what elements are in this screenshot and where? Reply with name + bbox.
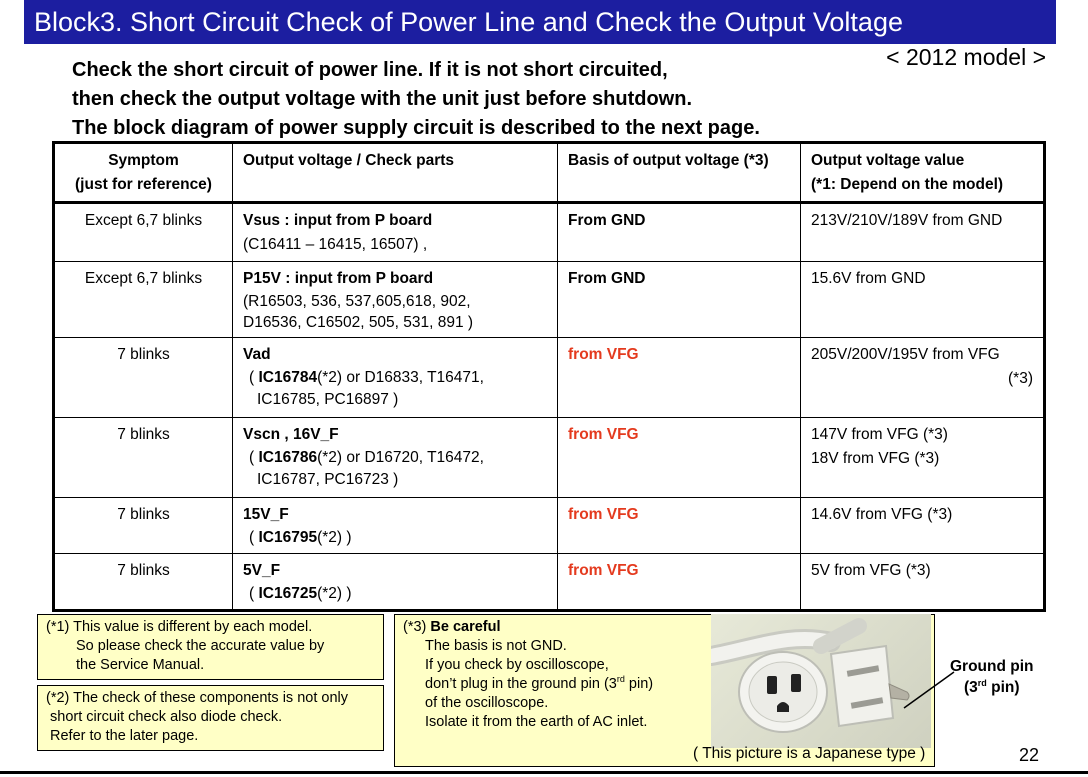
output-title: Vad [243, 346, 271, 363]
note-diode-check [37, 685, 384, 751]
row-symptom: 7 blinks [54, 338, 233, 418]
row-value [801, 554, 1045, 611]
header-symptom [54, 143, 233, 203]
basis-text: from VFG [568, 562, 639, 579]
voltage-table [52, 141, 1046, 612]
ground-pin-pointer [880, 668, 960, 712]
parts-rest: (*2) or D16720, T16472, [317, 449, 484, 466]
header-output: Output voltage / Check parts [233, 143, 558, 203]
basis-text: from VFG [568, 506, 639, 523]
model-label: < 2012 model > [886, 44, 1046, 70]
basis-text: from VFG [568, 346, 639, 363]
value-line: 15.6V from GND [811, 270, 926, 287]
row-value [801, 203, 1045, 262]
header-value-line1: Output voltage value [811, 152, 965, 169]
parts-rest: (*2) ) [317, 585, 352, 602]
value-line: 14.6V from VFG (*3) [811, 506, 953, 523]
intro-text [72, 56, 760, 143]
row-basis [558, 554, 801, 611]
ground-pin-text: pin) [986, 679, 1020, 696]
output-title: 5V_F [243, 562, 281, 579]
row-output [233, 498, 558, 554]
note-line: Refer to the later page. [50, 728, 199, 744]
row-symptom: 7 blinks [54, 554, 233, 611]
row-basis [558, 418, 801, 498]
parts-line: ( IC16786(*2) or D16720, T16472, [249, 449, 484, 466]
row-output [233, 203, 558, 262]
output-title: Vsus : input from P board [243, 212, 433, 229]
table-row [54, 554, 1045, 611]
parts-ic: IC16784 [258, 369, 318, 386]
note-line: The basis is not GND. [425, 638, 567, 654]
photo-caption: ( This picture is a Japanese type ) [693, 745, 926, 762]
note-title: Be careful [430, 619, 501, 635]
ground-pin-line1: Ground pin [950, 658, 1034, 675]
row-value [801, 498, 1045, 554]
table-header-row [54, 143, 1045, 203]
ground-pin-text: (3 [964, 679, 978, 696]
note-line: short circuit check also diode check. [50, 709, 283, 725]
value-line: 213V/210V/189V from GND [811, 212, 1003, 229]
parts-line: IC16785, PC16897 ) [257, 391, 399, 408]
parts-ic: IC16786 [258, 449, 318, 466]
value-line: 5V from VFG (*3) [811, 562, 931, 579]
table-row [54, 418, 1045, 498]
row-symptom: Except 6,7 blinks [54, 203, 233, 262]
row-output [233, 554, 558, 611]
parts-line: D16536, C16502, 505, 531, 891 ) [243, 314, 474, 331]
basis-text: From GND [568, 212, 646, 229]
row-symptom: 7 blinks [54, 418, 233, 498]
row-basis [558, 338, 801, 418]
row-symptom: 7 blinks [54, 498, 233, 554]
table-row [54, 338, 1045, 418]
row-basis [558, 498, 801, 554]
header-value-line2: (*1: Depend on the model) [811, 176, 1004, 193]
value-line: (*3) [1008, 370, 1033, 387]
parts-line: ( IC16784(*2) or D16833, T16471, [249, 369, 484, 386]
note-sup: rd [616, 674, 625, 685]
basis-text: from VFG [568, 426, 639, 443]
note-line: of the oscilloscope. [425, 695, 549, 711]
page-number: 22 [1019, 745, 1040, 765]
row-value [801, 418, 1045, 498]
note-line: the Service Manual. [76, 657, 205, 673]
parts-line: ( IC16795(*2) ) [249, 529, 352, 546]
basis-text: From GND [568, 270, 646, 287]
intro-line: The block diagram of power supply circuit is described to the next page. [72, 117, 760, 139]
ground-pin-line2 [950, 677, 1034, 698]
parts-line: (R16503, 536, 537,605,618, 902, [243, 293, 471, 310]
value-line: 205V/200V/195V from VFG [811, 346, 1000, 363]
row-basis [558, 203, 801, 262]
row-value [801, 338, 1045, 418]
table-row [54, 203, 1045, 262]
row-output [233, 338, 558, 418]
intro-line: then check the output voltage with the unit just before shutdown. [72, 88, 692, 110]
header-basis: Basis of output voltage (*3) [558, 143, 801, 203]
table-row [54, 498, 1045, 554]
row-output [233, 262, 558, 338]
output-title: 15V_F [243, 506, 289, 523]
header-symptom-line1: Symptom [108, 152, 179, 169]
parts-line: IC16787, PC16723 ) [257, 471, 399, 488]
table-row [54, 262, 1045, 338]
note-line: (*1) This value is different by each model. [46, 619, 313, 635]
header-value [801, 143, 1045, 203]
ground-pin-sup: rd [977, 677, 987, 688]
note-text: don’t plug in the ground pin (3 [425, 676, 617, 692]
parts-line: ( IC16725(*2) ) [249, 585, 352, 602]
ground-pin-label [950, 656, 1034, 698]
row-output [233, 418, 558, 498]
bottom-divider [0, 771, 1088, 774]
value-line: 147V from VFG (*3) [811, 426, 948, 443]
row-basis [558, 262, 801, 338]
output-title: Vscn , 16V_F [243, 426, 339, 443]
row-value [801, 262, 1045, 338]
output-title: P15V : input from P board [243, 270, 434, 287]
note-prefix: (*3) [403, 619, 431, 635]
note-line: (*2) The check of these components is not only [46, 690, 348, 706]
parts-ic: IC16725 [258, 585, 318, 602]
parts-line: (C16411 – 16415, 16507) , [243, 236, 428, 253]
page-title: Block3. Short Circuit Check of Power Line and Check the Output Voltage [24, 0, 1056, 44]
parts-ic: IC16795 [258, 529, 318, 546]
note-line: So please check the accurate value by [76, 638, 325, 654]
parts-rest: (*2) or D16833, T16471, [317, 369, 484, 386]
value-line: 18V from VFG (*3) [811, 450, 940, 467]
row-symptom: Except 6,7 blinks [54, 262, 233, 338]
note-line: Isolate it from the earth of AC inlet. [425, 714, 648, 730]
intro-line: Check the short circuit of power line. If it is not short circuited, [72, 59, 668, 81]
note-value-differs [37, 614, 384, 680]
note-text: pin) [624, 676, 654, 692]
parts-rest: (*2) ) [317, 529, 352, 546]
note-line: If you check by oscilloscope, [425, 657, 609, 673]
header-symptom-line2: (just for reference) [75, 176, 212, 193]
